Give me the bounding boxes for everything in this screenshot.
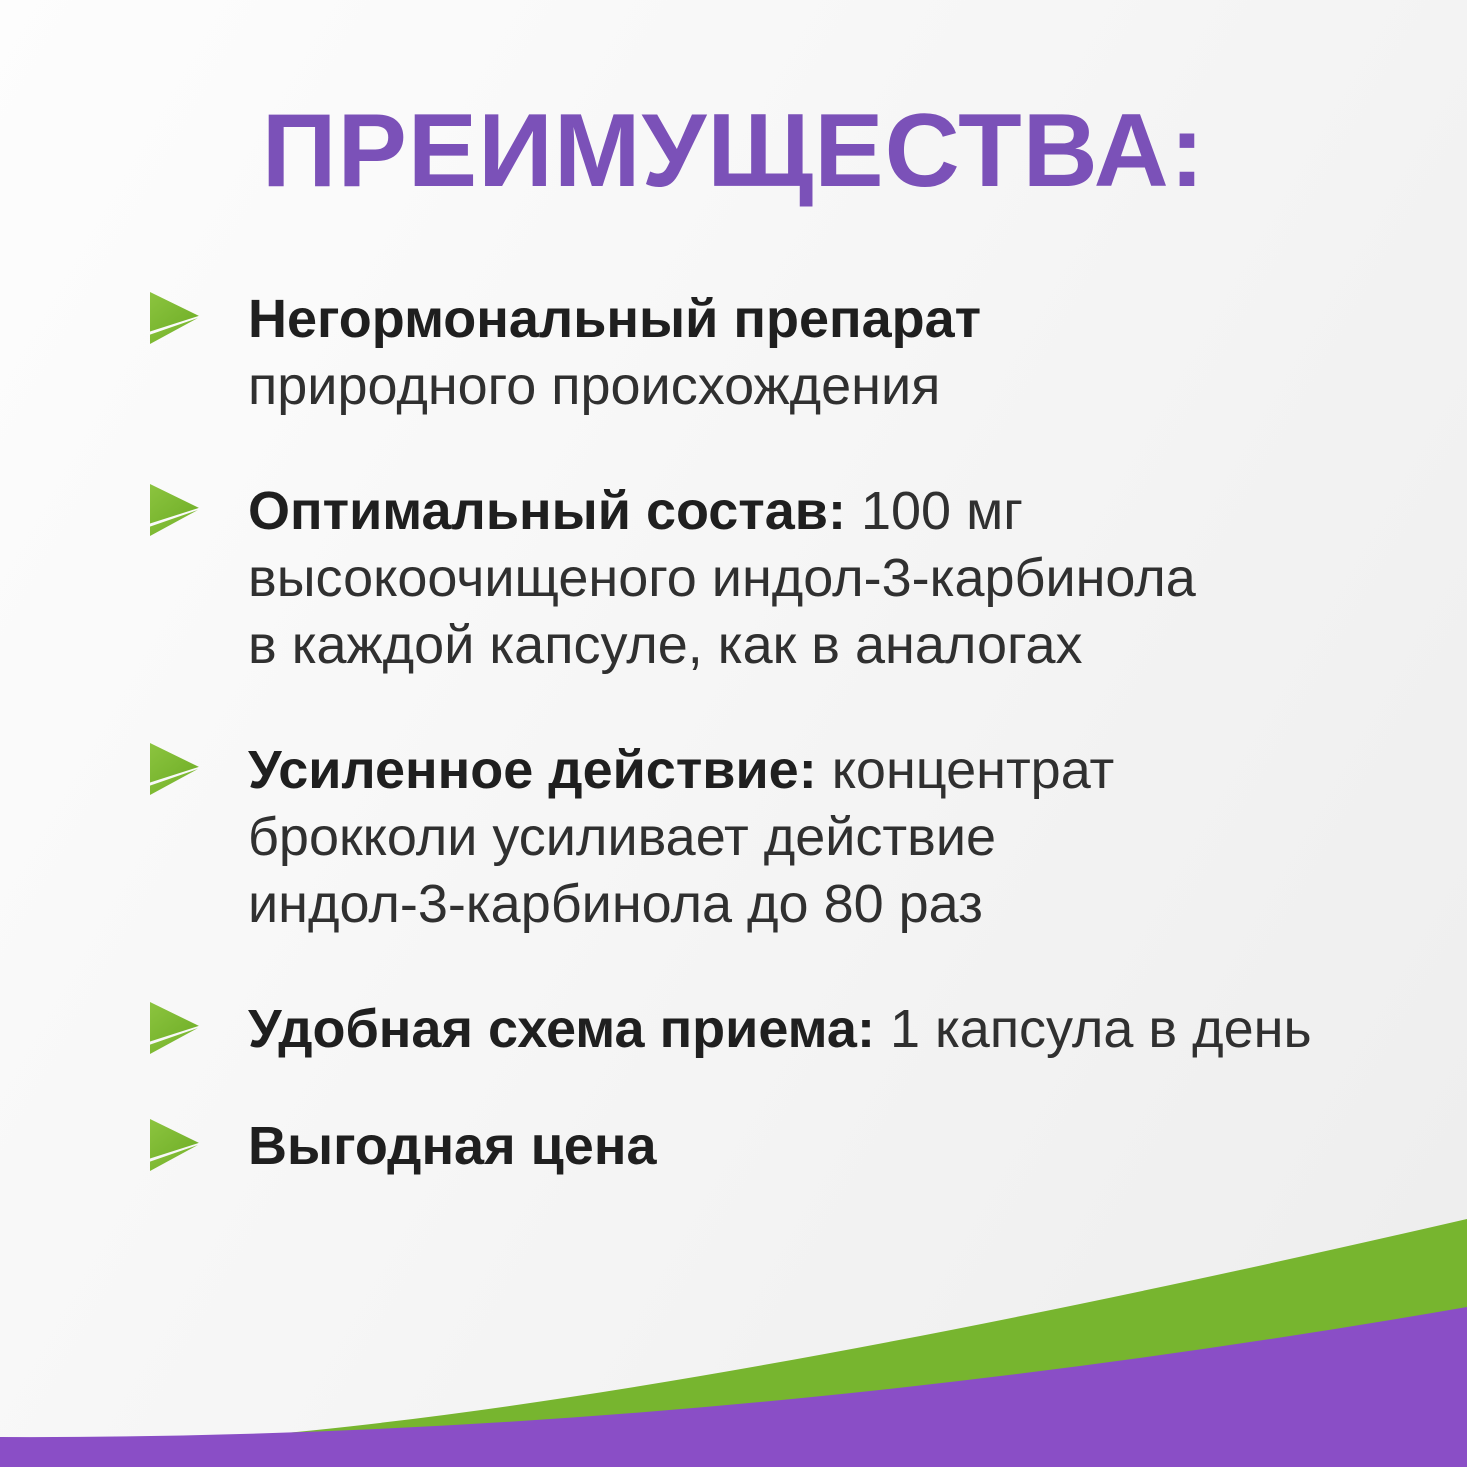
green-arrow-triangle-icon	[150, 292, 202, 344]
bottom-wave-decoration	[0, 1167, 1467, 1467]
green-arrow-triangle-icon	[150, 743, 202, 795]
green-arrow-triangle-icon	[150, 1002, 202, 1054]
advantages-list	[150, 286, 1350, 1180]
bullet-regular-text: в каждой капсуле, как в аналогах	[248, 615, 1083, 675]
bullet-text	[248, 478, 1196, 679]
bullet-line	[248, 612, 1196, 679]
bullet-line	[248, 996, 1312, 1063]
bullet-line	[248, 804, 1114, 871]
bullet-regular-text: индол-3-карбинола до 80 раз	[248, 874, 983, 934]
green-arrow-triangle-icon	[150, 484, 202, 536]
bullet-line	[248, 545, 1196, 612]
page-title: ПРЕИМУЩЕСТВА:	[261, 93, 1206, 209]
bullet-text	[248, 737, 1114, 938]
bullet-line	[248, 871, 1114, 938]
list-item	[150, 737, 1350, 938]
bullet-line	[248, 286, 981, 353]
bullet-line	[248, 478, 1196, 545]
bullet-line	[248, 737, 1114, 804]
bullet-bold-text: Удобная схема приема:	[248, 999, 875, 1059]
green-arrow-triangle-icon	[150, 1119, 202, 1171]
bullet-line	[248, 353, 981, 420]
list-item	[150, 286, 1350, 420]
bullet-text	[248, 996, 1312, 1063]
bullet-bold-text: Усиленное действие:	[248, 740, 817, 800]
bullet-regular-text: концентрат	[816, 740, 1115, 800]
bullet-text	[248, 286, 981, 420]
bullet-regular-text: высокоочищеного индол-3-карбинола	[248, 548, 1196, 608]
bullet-regular-text: природного происхождения	[248, 356, 941, 416]
bullet-bold-text: Негормональный препарат	[248, 289, 982, 349]
list-item	[150, 996, 1350, 1063]
bullet-regular-text: 100 мг	[845, 481, 1023, 541]
bullet-regular-text: 1 капсула в день	[874, 999, 1312, 1059]
bullet-regular-text: брокколи усиливает действие	[248, 807, 997, 867]
bullet-bold-text: Оптимальный состав:	[248, 481, 846, 541]
list-item	[150, 478, 1350, 679]
bullet-bold-text: Выгодная цена	[248, 1116, 657, 1176]
